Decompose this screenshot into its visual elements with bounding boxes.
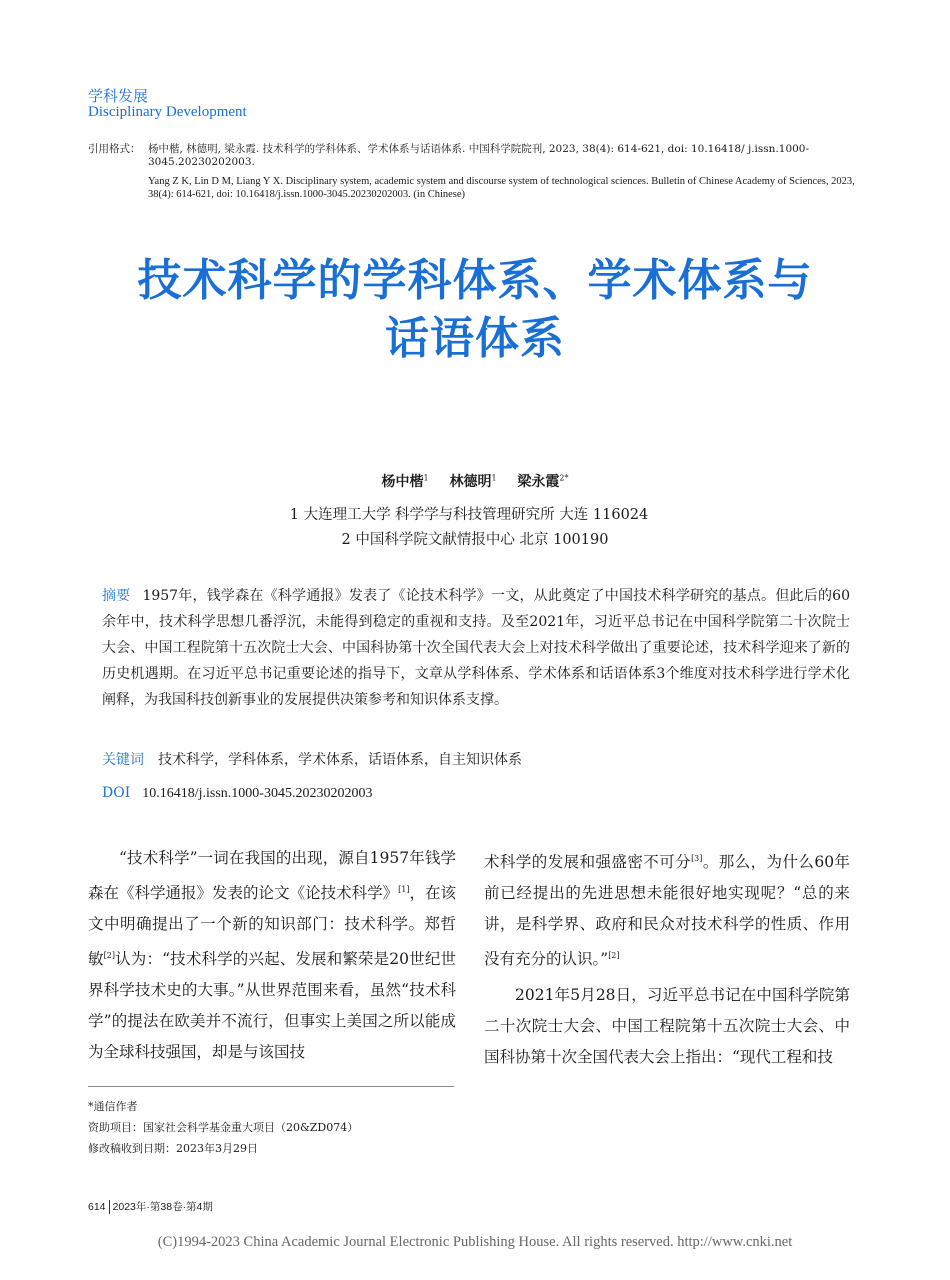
- footnote-received: 修改稿收到日期：2023年3月29日: [88, 1142, 258, 1155]
- article-title: [60, 252, 890, 368]
- abstract-label: 摘要: [102, 588, 131, 604]
- doi: [102, 785, 850, 802]
- keywords-text: 技术科学，学科体系，学术体系，话语体系，自主知识体系: [158, 752, 522, 768]
- title-line-1: 技术科学的学科体系、学术体系与: [137, 255, 813, 306]
- paragraph: 术科学的发展和强盛密不可分[3]。那么，为什么60年前已经提出的先进思想未能很好地实现呢？“总的来讲，是科学界、政府和民众对技术科学的性质、作用没有充分的认识。”[2]: [484, 853, 850, 969]
- body-column-left: [88, 843, 456, 1068]
- title-line-2: 话语体系: [385, 313, 565, 364]
- footnote-divider: [88, 1086, 454, 1087]
- keywords-label: 关键词: [102, 752, 144, 768]
- section-label-en: Disciplinary Development: [88, 104, 247, 120]
- citation-cn: 杨中楷, 林德明, 梁永霞. 技术科学的学科体系、学术体系与话语体系. 中国科学院院刊, 2023, 38(4): 614-621, doi: 10.16418/ j.issn.1000-3045.20230202003.: [148, 143, 810, 168]
- author: 林德明$^1$: [449, 473, 497, 490]
- citation-ref[interactable]: [3]: [691, 854, 703, 863]
- keywords: [102, 749, 850, 769]
- footnote-corresponding: *通信作者: [88, 1100, 138, 1113]
- doi-label: DOI: [102, 785, 131, 801]
- citation-label: 引用格式：: [88, 143, 141, 155]
- paragraph: 2021年5月28日，习近平总书记在中国科学院第二十次院士大会、中国工程院第十五次院士大会、中国科协第十次全国代表大会上指出：“现代工程和技: [484, 986, 850, 1067]
- footnote-funding: 资助项目：国家社会科学基金重大项目（20&ZD074）: [88, 1121, 359, 1134]
- abstract-text: 1957年，钱学森在《科学通报》发表了《论技术科学》一文，从此奠定了中国技术科学研究的基点。但此后的60余年中，技术科学思想几番浮沉，未能得到稳定的重视和支持。及至2021年，习近平总书记在中国科学院第二十次院士大会、中国工程院第十五次院士大会、中国科协第十次全国代表大会上对技术科学做出了重要论述，技术科学迎来了新的历史机遇期。在习近平总书记重要论述的指导下，文章从学科体系、学术体系和话语体系3个维度对技术科学进行学术化阐释，为我国科技创新事业的发展提供决策参考和知识体系支撑。: [102, 588, 850, 708]
- affiliation-1: 1 大连理工大学 科学学与科技管理研究所 大连 116024: [289, 507, 649, 523]
- copyright-notice: (C)1994-2023 China Academic Journal Electronic Publishing House. All rights reserved. http://www.cnki.net: [157, 1234, 793, 1250]
- author-list: [0, 471, 950, 491]
- footer-separator: [109, 1200, 110, 1214]
- affiliation-2: 2 中国科学院文献情报中心 北京 100190: [341, 532, 609, 548]
- page-number: 614: [88, 1201, 106, 1213]
- section-label-cn: 学科发展: [88, 87, 149, 105]
- abstract: [102, 583, 850, 713]
- citation-en: Yang Z K, Lin D M, Liang Y X. Disciplinary system, academic system and discourse system of technological sciences. Bulletin of Chinese Academy of Sciences, 2023, 38(4): 614-621, doi: 10.16418/j.issn.1000-3045.20230202003. (in Chinese): [148, 176, 855, 200]
- paragraph: “技术科学”一词在我国的出现，源自1957年钱学森在《科学通报》发表的论文《论技术科学》[1]，在该文中明确提出了一个新的知识部门：技术科学。郑哲敏[2]认为：“技术科学的兴起、发展和繁荣是20世纪世界科学技术史的大事。”从世界范围来看，虽然“技术科学”的提法在欧美并不流行，但事实上美国之所以能成为全球科技强国，却是与该国技: [88, 849, 456, 1062]
- citation-ref[interactable]: [1]: [398, 885, 410, 894]
- doi-link[interactable]: 10.16418/j.issn.1000-3045.20230202003: [142, 786, 373, 801]
- citation-ref[interactable]: [2]: [608, 951, 620, 961]
- footnotes: [88, 1096, 358, 1159]
- citation-ref[interactable]: [2]: [103, 951, 115, 961]
- citation-block: [88, 143, 858, 201]
- body-column-right: [484, 843, 850, 1073]
- page-footer: [88, 1199, 213, 1214]
- author: 梁永霞$^{2*}$: [517, 473, 569, 490]
- issue-info: 2023年·第38卷·第4期: [112, 1201, 213, 1213]
- author: 杨中楷$^1$: [381, 473, 429, 490]
